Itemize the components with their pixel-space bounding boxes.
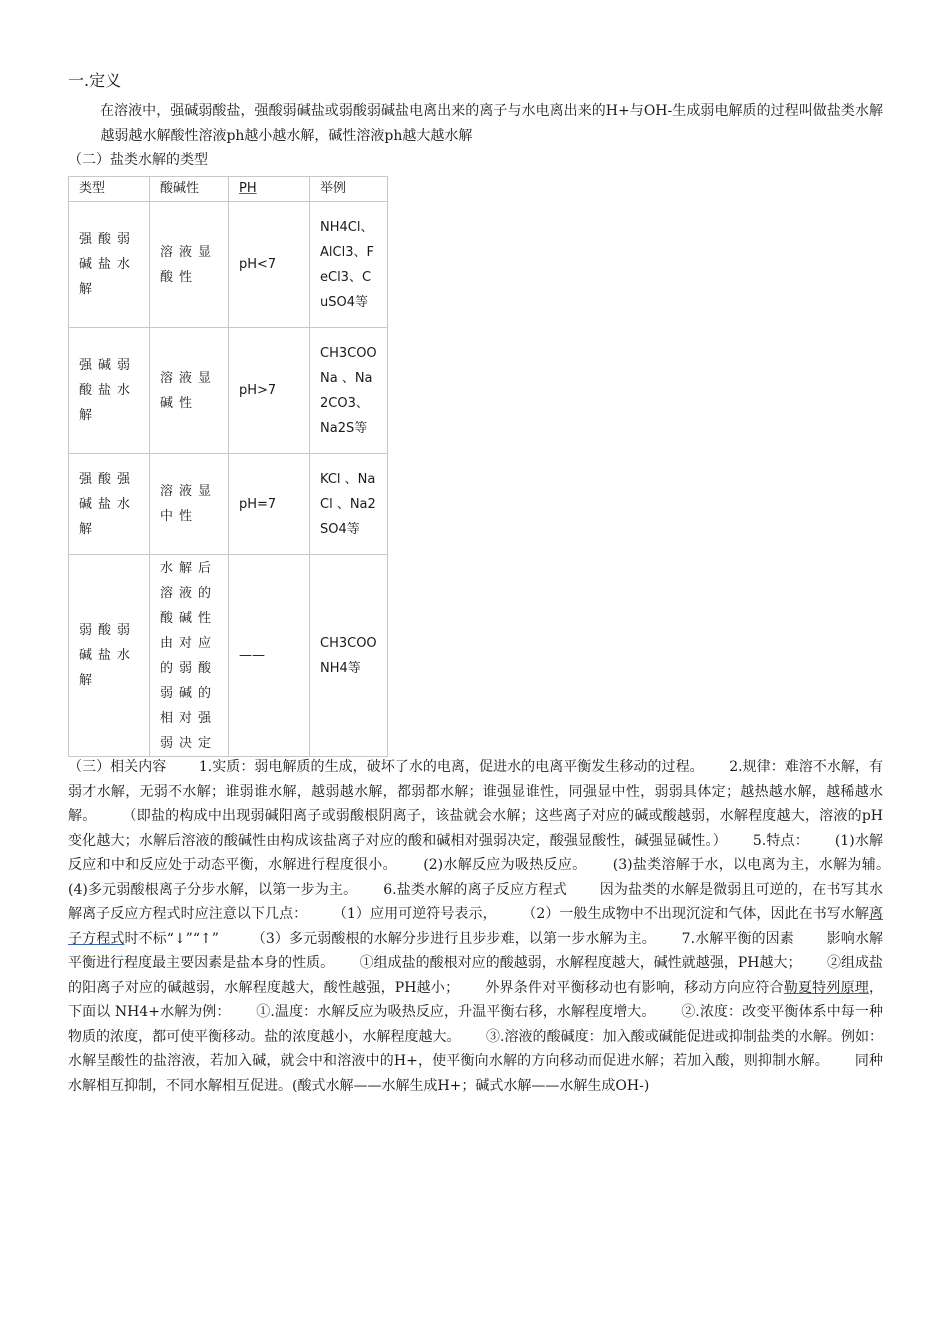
cell-type: 强碱弱酸盐水解 [69, 328, 150, 454]
salt-hydrolysis-table [68, 176, 388, 757]
header-ph[interactable]: PH [239, 181, 257, 196]
section-heading-types: （二）盐类水解的类型 [68, 152, 208, 168]
table-row [69, 555, 388, 757]
table-row [69, 454, 388, 555]
definition-paragraph: 在溶液中，强碱弱酸盐，强酸弱碱盐或弱酸弱碱盐电离出来的离子与水电离出来的H+与OH-生成弱电解质的过程叫做盐类水解 越弱越水解酸性溶液ph越小越水解，碱性溶液ph越大越水解 [68, 103, 883, 144]
cell-example: KCl 、NaCl 、Na2SO4等 [310, 454, 388, 555]
cell-type: 强酸弱碱盐水解 [69, 202, 150, 328]
ionic-equation-link[interactable]: 离子方程式 [68, 906, 883, 947]
table-row [69, 328, 388, 454]
related-content-text-a: （三）相关内容 1.实质：弱电解质的生成，破坏了水的电离，促进水的电离平衡发生移动的过程。 2.规律：难溶不水解，有弱才水解，无弱不水解；谁弱谁水解，越弱越水解，都弱都水解；谁强显谁性，同强显中性，弱弱具体定；越热越水解，越稀越水解。 （即盐的构成中出现弱碱阳离子或弱酸根阴离子，该盐就会水解；这些离子对应的碱或酸越弱，水解程度越大，溶液的pH变化越大；水解后溶液的酸碱性由构成该盐离子对应的酸和碱相对强弱决定，酸强显酸性，碱强显碱性。） 5.特点： (1)水解反应和中和反应处于动态平衡，水解进行程度很小。 (2)水解反应为吸热反应。 (3)盐类溶解于水，以电离为主，水解为辅。 (4)多元弱酸根离子分步水解，以第一步为主。 6.盐类水解的离子反应方程式 因为盐类的水解是微弱且可逆的，在书写其水解离子反应方程式时应注意以下几点： （1）应用可逆符号表示， （2）一般生成物中不出现沉淀和气体，因此在书写水解 [68, 759, 916, 922]
cell-example: CH3COONH4等 [310, 555, 388, 757]
cell-example: CH3COONa 、Na2CO3、Na2S等 [310, 328, 388, 454]
related-content-text-b: 时不标“↓”“↑” （3）多元弱酸根的水解分步进行且步步难，以第一步水解为主。 7.水解平衡的因素 影响水解平衡进行程度最主要因素是盐本身的性质。 ①组成盐的酸根对应的酸越弱，水解程度越大，碱性就越强，PH越大； ②组成盐的阳离子对应的碱越弱，水解程度越大，酸性越强，PH越小； 外界条件对平衡移动也有影响，移动方向应符合 [68, 930, 884, 996]
header-ph-cell [229, 177, 310, 202]
cell-acidity: 溶液显碱性 [150, 328, 229, 454]
cell-acidity: 溶液显中性 [150, 454, 229, 555]
le-chatelier-link[interactable]: 勒夏特列原理 [783, 979, 870, 996]
cell-acidity: 水解后溶液的酸碱性由对应的弱酸弱碱的相对强弱决定 [150, 555, 229, 757]
cell-ph: pH<7 [229, 202, 310, 328]
header-acidity: 酸碱性 [150, 177, 229, 202]
cell-ph: pH>7 [229, 328, 310, 454]
header-example: 举例 [310, 177, 388, 202]
cell-ph: pH=7 [229, 454, 310, 555]
table-header-row [69, 177, 388, 202]
cell-type: 弱酸弱碱盐水解 [69, 555, 150, 757]
cell-acidity: 溶液显酸性 [150, 202, 229, 328]
cell-example: NH4Cl、AlCl3、FeCl3、CuSO4等 [310, 202, 388, 328]
header-type: 类型 [69, 177, 150, 202]
cell-ph: —— [229, 555, 310, 757]
table-row [69, 202, 388, 328]
related-content-text-c: ，下面以 NH4+水解为例： ①.温度：水解反应为吸热反应，升温平衡右移，水解程度增大。 ②.浓度：改变平衡体系中每一种物质的浓度，都可使平衡移动。盐的浓度越小，水解程度越大。 ③.溶液的酸碱度：加入酸或碱能促进或抑制盐类的水解。例如：水解呈酸性的盐溶液，若加入碱，就会中和溶液中的H+，使平衡向水解的方向移动而促进水解；若加入酸，则抑制水解。 同种水解相互抑制，不同水解相互促进。(酸式水解——水解生成H+；碱式水解——水解生成OH-) [68, 979, 884, 1094]
related-content-paragraph [68, 755, 916, 1098]
section-heading-definition: 一.定义 [68, 71, 122, 90]
cell-type: 强酸强碱盐水解 [69, 454, 150, 555]
